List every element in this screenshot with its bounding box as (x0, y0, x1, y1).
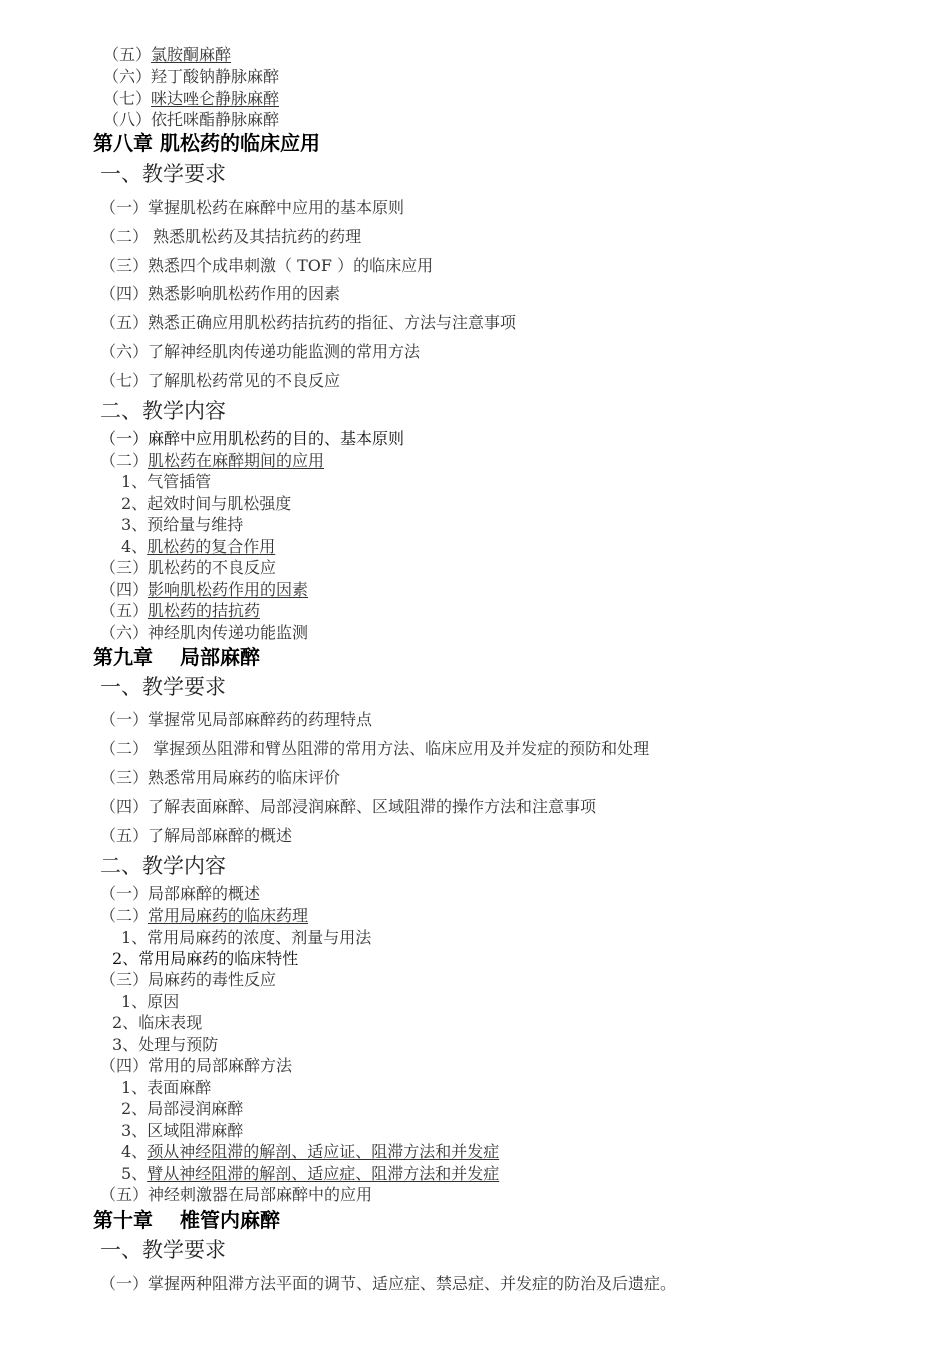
section-heading: 二、教学内容 (100, 399, 226, 423)
list-item: （七）咪达唑仑静脉麻醉 (103, 89, 280, 108)
chapter-title: 第八章 肌松药的临床应用 (93, 131, 320, 155)
content-item: （三）局麻药的毒性反应 (100, 970, 277, 989)
requirement-item: （二） 掌握颈丛阻滞和臂丛阻滞的常用方法、临床应用及并发症的预防和处理 (100, 739, 650, 758)
content-subitem: 5、臂从神经阻滞的解剖、适应症、阻滞方法和并发症 (121, 1164, 500, 1183)
requirement-item: （三）熟悉常用局麻药的临床评价 (100, 768, 341, 787)
chapter-title: 第十章 椎管内麻醉 (93, 1208, 280, 1232)
content-item: （一）局部麻醉的概述 (100, 884, 261, 903)
requirement-item: （七）了解肌松药常见的不良反应 (100, 371, 341, 390)
list-item: （五）氯胺酮麻醉 (103, 45, 232, 64)
section-heading: 一、教学要求 (100, 675, 226, 699)
content-item: （四）常用的局部麻醉方法 (100, 1056, 293, 1075)
requirement-item: （六）了解神经肌肉传递功能监测的常用方法 (100, 342, 421, 361)
section-heading: 一、教学要求 (100, 1238, 226, 1262)
content-subitem: 1、原因 (121, 992, 180, 1011)
requirement-item: （四）熟悉影响肌松药作用的因素 (100, 284, 341, 303)
content-item: （三）肌松药的不良反应 (100, 558, 277, 577)
content-subitem: 1、表面麻醉 (121, 1078, 212, 1097)
content-subitem: 3、预给量与维持 (121, 515, 244, 534)
content-item: （六）神经肌肉传递功能监测 (100, 623, 309, 642)
content-subitem: 2、常用局麻药的临床特性 (112, 949, 299, 968)
section-heading: 二、教学内容 (100, 854, 226, 878)
content-subitem: 1、气管插管 (121, 472, 212, 491)
content-item: （一）麻醉中应用肌松药的目的、基本原则 (100, 429, 405, 448)
requirement-item: （三）熟悉四个成串刺激（ TOF ）的临床应用 (100, 256, 434, 275)
content-subitem: 2、局部浸润麻醉 (121, 1099, 244, 1118)
content-subitem: 3、区域阻滞麻醉 (121, 1121, 244, 1140)
content-item: （四）影响肌松药作用的因素 (100, 580, 309, 599)
content-subitem: 1、常用局麻药的浓度、剂量与用法 (121, 928, 372, 947)
list-item: （八）依托咪酯静脉麻醉 (103, 110, 280, 129)
section-heading: 一、教学要求 (100, 162, 226, 186)
content-item: （五）神经刺激器在局部麻醉中的应用 (100, 1185, 373, 1204)
requirement-item: （二） 熟悉肌松药及其拮抗药的药理 (100, 227, 362, 246)
content-item: （二）常用局麻药的临床药理 (100, 906, 309, 925)
content-item: （二）肌松药在麻醉期间的应用 (100, 451, 325, 470)
content-subitem: 2、起效时间与肌松强度 (121, 494, 292, 513)
requirement-item: （四）了解表面麻醉、局部浸润麻醉、区域阻滞的操作方法和注意事项 (100, 797, 597, 816)
content-subitem: 3、处理与预防 (112, 1035, 219, 1054)
requirement-item: （五）熟悉正确应用肌松药拮抗药的指征、方法与注意事项 (100, 313, 517, 332)
requirement-item: （一）掌握常见局部麻醉药的药理特点 (100, 710, 373, 729)
content-subitem: 2、临床表现 (112, 1013, 203, 1032)
content-item: （五）肌松药的拮抗药 (100, 601, 261, 620)
requirement-item: （五）了解局部麻醉的概述 (100, 826, 293, 845)
list-item: （六）羟丁酸钠静脉麻醉 (103, 67, 280, 86)
content-subitem: 4、肌松药的复合作用 (121, 537, 276, 556)
requirement-item: （一）掌握两种阻滞方法平面的调节、适应症、禁忌症、并发症的防治及后遗症。 (100, 1274, 677, 1293)
chapter-title: 第九章 局部麻醉 (93, 645, 260, 669)
content-subitem: 4、颈从神经阻滞的解剖、适应证、阻滞方法和并发症 (121, 1142, 500, 1161)
requirement-item: （一）掌握肌松药在麻醉中应用的基本原则 (100, 198, 405, 217)
